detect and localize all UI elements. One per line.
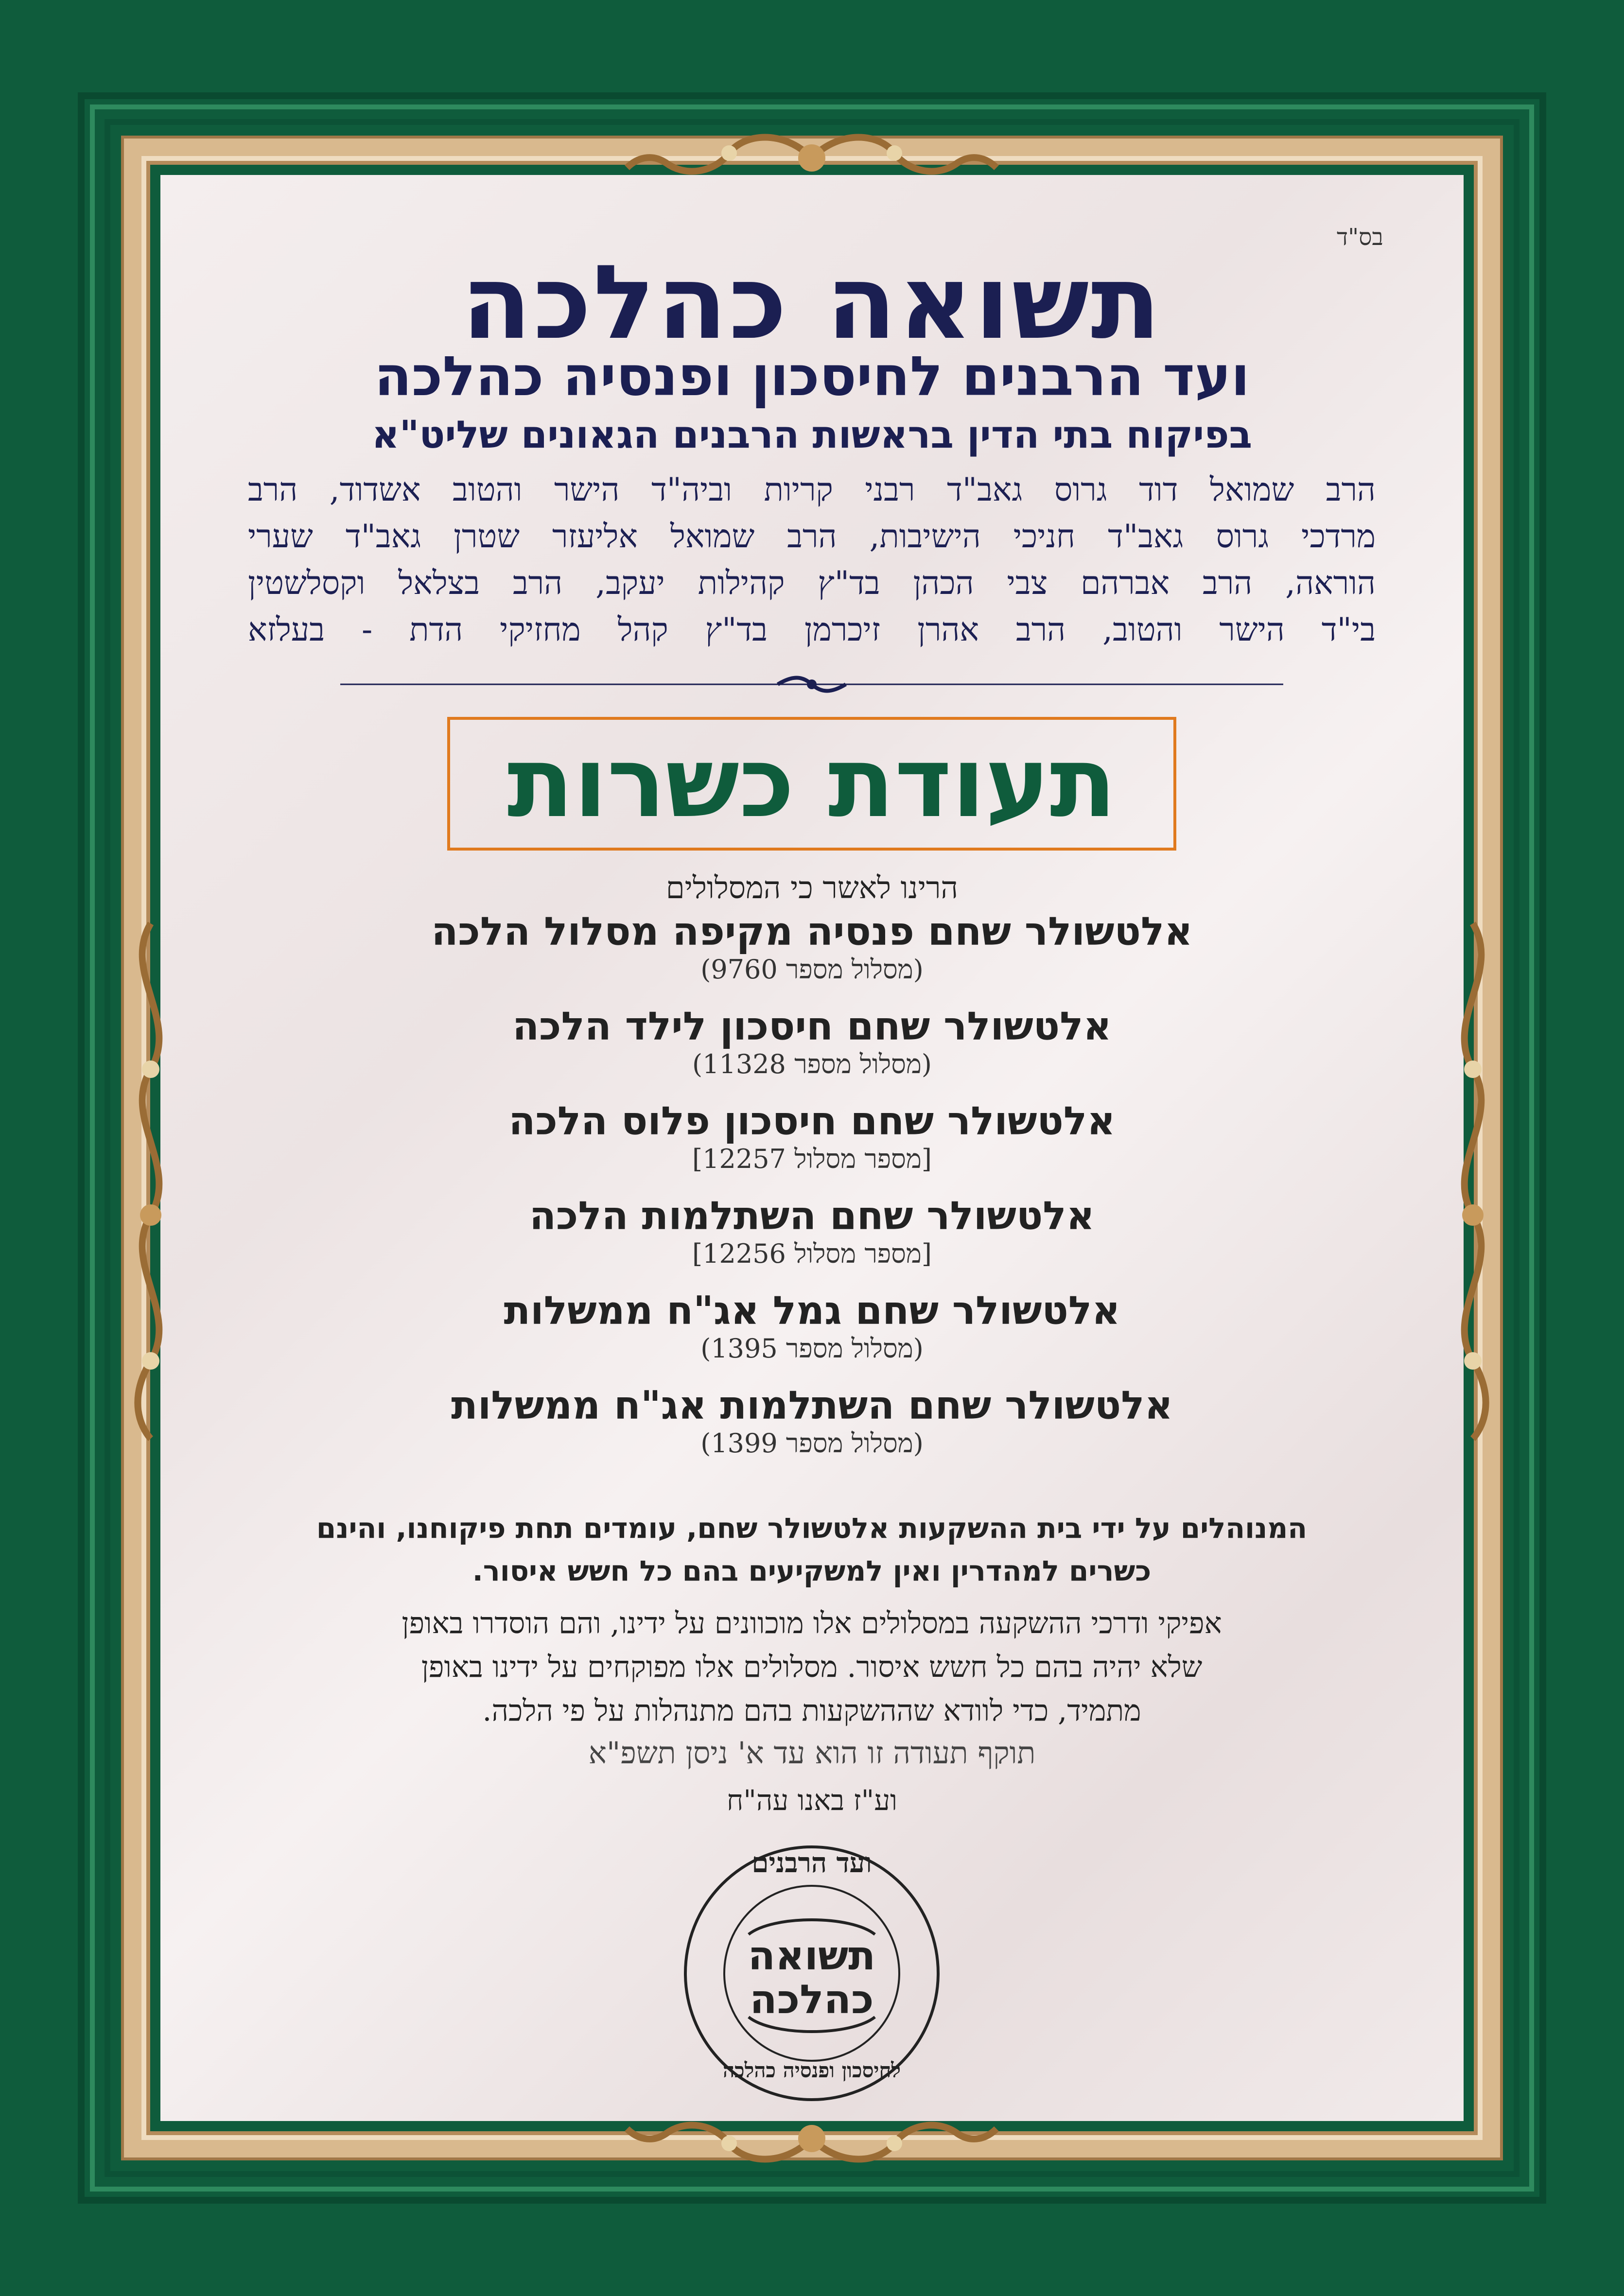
bsd-mark: בס"ד bbox=[1337, 224, 1383, 251]
signoff-text: וע"ז באנו עה"ח bbox=[726, 1784, 898, 1817]
track-name: אלטשולר שחם פנסיה מקיפה מסלול הלכה bbox=[431, 909, 1193, 954]
policy-line: מתמיד, כדי לוודא שההשקעות בהם מתנהלות על פי הלכה. bbox=[482, 1694, 1141, 1728]
track-name: אלטשולר שחם השתלמות אג"ח ממשלות bbox=[451, 1383, 1173, 1428]
ornamental-divider bbox=[340, 676, 1283, 695]
seal-bottom-arc: לחיסכון ופנסיה כהלכה bbox=[723, 2058, 901, 2082]
track-name: אלטשולר שחם חיסכון לילד הלכה bbox=[512, 1004, 1112, 1049]
rabbis-line: הרב שמואל דוד גרוס גאב"ד רבני קריות וביה"ד הישר והטוב אשדוד, הרב bbox=[248, 471, 1376, 508]
track-name: אלטשולר שחם השתלמות הלכה bbox=[529, 1193, 1095, 1238]
policy-text bbox=[306, 1601, 1317, 1733]
managed-line: המנוהלים על ידי בית ההשקעות אלטשולר שחם, עומדים תחת פיקוחנו, והינם bbox=[316, 1512, 1308, 1545]
supervision-line: בפיקוח בתי הדין בראשות הרבנים הגאונים שליט"א bbox=[371, 413, 1253, 457]
committee-seal bbox=[676, 1837, 948, 2109]
track-item bbox=[160, 1098, 1464, 1174]
main-title: תשואה כהלכה bbox=[461, 243, 1163, 362]
track-item bbox=[160, 1288, 1464, 1364]
seal-center bbox=[676, 1934, 948, 2022]
track-item bbox=[160, 1193, 1464, 1269]
seal-top-arc: ועד הרבנים bbox=[751, 1847, 872, 1879]
track-number: (מסלול מספר 1399) bbox=[700, 1428, 924, 1459]
committee-subtitle: ועד הרבנים לחיסכון ופנסיה כהלכה bbox=[374, 345, 1250, 408]
intro-text: הרינו לאשר כי המסלולים bbox=[665, 870, 959, 905]
track-number: [מספר מסלול 12256] bbox=[692, 1238, 932, 1269]
seal-center-line: כהלכה bbox=[750, 1977, 874, 2023]
managed-line: כשרים למהדרין ואין למשקיעים בהם כל חשש איסור. bbox=[472, 1554, 1152, 1587]
track-item bbox=[160, 1383, 1464, 1459]
seal-center-line: תשואה bbox=[748, 1933, 876, 1979]
track-name: אלטשולר שחם חיסכון פלוס הלכה bbox=[508, 1098, 1116, 1144]
rabbis-list bbox=[248, 467, 1376, 653]
certificate-title-box bbox=[447, 717, 1176, 851]
track-number: (מסלול מספר 11328) bbox=[692, 1049, 932, 1079]
managed-by-text bbox=[306, 1507, 1317, 1592]
validity-text: תוקף תעודה זו הוא עד א' ניסן תשפ"א bbox=[588, 1735, 1036, 1771]
rabbis-line: בי"ד הישר והטוב, הרב אהרן זיכרמן בד"ץ קהל מחזיקי הדת - בעלזא bbox=[248, 611, 1376, 648]
rabbis-line: הוראה, הרב אברהם צבי הכהן בד"ץ קהילות יעקב, הרב בצלאל וקסלשטין bbox=[248, 564, 1376, 602]
track-item bbox=[160, 909, 1464, 985]
track-number: (מסלול מספר 1395) bbox=[700, 1333, 924, 1364]
track-item bbox=[160, 1004, 1464, 1079]
track-name: אלטשולר שחם גמל אג"ח ממשלות bbox=[504, 1288, 1120, 1333]
track-number: (מסלול מספר 9760) bbox=[700, 954, 924, 985]
track-number: [מספר מסלול 12257] bbox=[692, 1144, 932, 1174]
certificate-title: תעודת כשרות bbox=[507, 726, 1117, 839]
rabbis-line: מרדכי גרוס גאב"ד חניכי הישיבות, הרב שמואל אליעזר שטרן גאב"ד שערי bbox=[248, 518, 1376, 555]
certificate-content bbox=[160, 175, 1464, 2121]
policy-line: אפיקי ודרכי ההשקעה במסלולים אלו מוכוונים על ידינו, והם הוסדרו באופן bbox=[402, 1606, 1222, 1640]
policy-line: שלא יהיה בהם כל חשש איסור. מסלולים אלו מפוקחים על ידינו באופן bbox=[421, 1650, 1203, 1684]
